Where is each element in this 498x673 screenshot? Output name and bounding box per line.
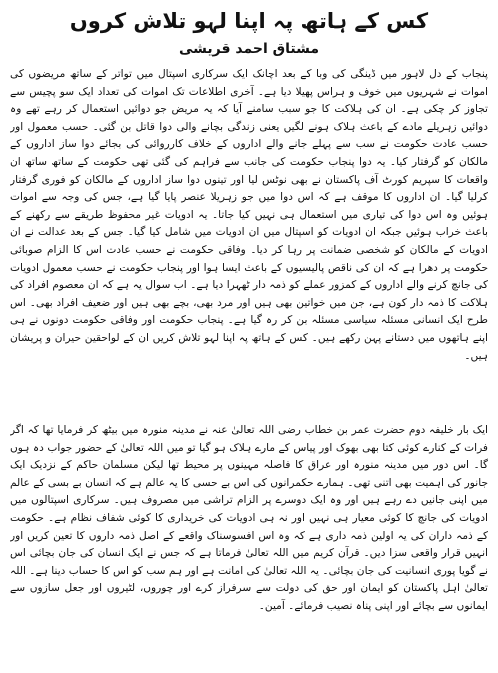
article-paragraph-1: پنجاب کے دل لاہور میں ڈینگی کی وبا کے بعد اچانک ایک سرکاری اسپتال میں تواتر کے ساتھ مریضوں کی اموات نے شہریوں میں خوف و ہراس پھیلا دیا ہے۔ آخری اطلاعات تک اموات کی تعداد ایک سو پچیس سے تجاوز کر چکی ہے۔ ان کی ہلاکت کا جو سبب سامنے آیا کہ یہ مریض جو دوائیں استعمال کر رہے تھے وہ دوائیں زہریلے مادے کے باعث ہلاک ہونے لگیں یعنی زندگی بچانے والی دوا قاتل بن گئی۔ حسب معمول اور حسب عادت حکومت نے سب سے پہلے جانے والے اداروں کے خلاف کارروائی کی بجائے دوا ساز اداروں کے مالکان کو گرفتار کیا۔ یہ دوا پنجاب حکومت کی جانب سے فراہم کی گئی تھی حکومت کے ساتھ ساتھ ان واقعات کا سپریم کورٹ آف پاکستان نے بھی نوٹس لیا اور تینوں دوا ساز اداروں کے مالکان کو فوری گرفتار کرلیا گیا۔ ان اداروں کا موقف ہے کہ اس دوا میں جو زہریلا عنصر پایا گیا ہے، جس کی وجہ سے اموات ہوئیں وہ اس دوا کی تیاری میں استعمال ہی نہیں کیا جاتا۔ یہ ادویات غیر محفوظ طریقے سے رکھنے کے باعث خراب ہوئیں جبکہ ان ادویات کو اسپتال میں ان ادویات میں شامل کیا گیا۔ جس کے بعد عدالت نے ان ادویات کے مالکان کو شخصی ضمانت پر رہا کر دیا۔ وفاقی حکومت نے حسب عادت اس کا الزام صوبائی حکومت پر دھرا ہے کہ ان کی ناقص پالیسیوں کے باعث ایسا ہوا اور پنجاب حکومت نے حسب معمول ادویات کی جانچ کرنے والے اداروں کے کمزور عملے کو ذمہ دار ٹھہرا دیا ہے۔ اب سوال یہ ہے کہ ان معصوم افراد کی ہلاکت کا ذمہ دار کون ہے، جن میں خواتین بھی ہیں اور مرد بھی، بچے بھی ہیں اور ضعیف افراد بھی۔ اس طرح ایک انسانی مسئلہ سیاسی مسئلہ بن کر رہ گیا ہے۔ پنجاب حکومت اور وفاقی حکومت دونوں نے ہی اپنے ہاتھوں میں دستانے پہن رکھے ہیں۔ کس کے ہاتھ پہ اپنا لہو تلاش کریں ان کے لواحقین حیران و پریشان ہیں۔ [10, 68, 488, 362]
author-byline: مشتاق احمد قریشی [178, 41, 320, 57]
article-paragraph-2: ایک بار خلیفہ دوم حضرت عمر بن خطاب رضی اللہ تعالیٰ عنہ نے مدینہ منورہ میں بیٹھ کر فرمایا تھا کہ اگر فرات کے کنارے کوئی کتا بھی بھوک اور پیاس کے مارے ہلاک ہو گیا تو میں اللہ تعالیٰ کے حضور جواب دہ ہوں گا۔ اس دور میں مدینہ منورہ اور عراق کا فاصلہ مہینوں پر محیط تھا لیکن مسلمان حاکم کے نزدیک ایک جانور کی اہمیت بھی اتنی تھی۔ ہمارے حکمرانوں کی اس بے حسی کا یہ عالم ہے کہ انسان بے بسی کے عالم میں اپنی جانیں دے رہے ہیں اور وہ ایک دوسرے پر الزام تراشی میں مصروف ہیں۔ سرکاری اسپتالوں میں ادویات کی جانچ کا کوئی معیار ہی نہیں اور نہ ہی ادویات کی خریداری کا کوئی شفاف نظام ہے۔ حکومت کے ذمہ داران کی یہ اولین ذمہ داری ہے کہ وہ اس افسوسناک واقعے کے اصل ذمہ داروں کا تعین کریں اور انہیں قرار واقعی سزا دیں۔ قرآن کریم میں اللہ تعالیٰ فرماتا ہے کہ جس نے ایک انسان کی جان بچائی اس نے گویا پوری انسانیت کی جان بچائی۔ یہ اللہ تعالیٰ کی امانت ہے اور ہم سب کو اس کا حساب دینا ہے۔ اللہ تعالیٰ اہل پاکستان کو ایمان اور حق کی دولت سے سرفراز کرے اور چوروں، لٹیروں اور جعل سازوں سے ایمانوں سے بچائے اور اپنی پناہ نصیب فرمائے۔ آمین۔ [10, 424, 488, 612]
article-headline: کس کے ہاتھ پہ اپنا لہو تلاش کروں [69, 9, 429, 33]
